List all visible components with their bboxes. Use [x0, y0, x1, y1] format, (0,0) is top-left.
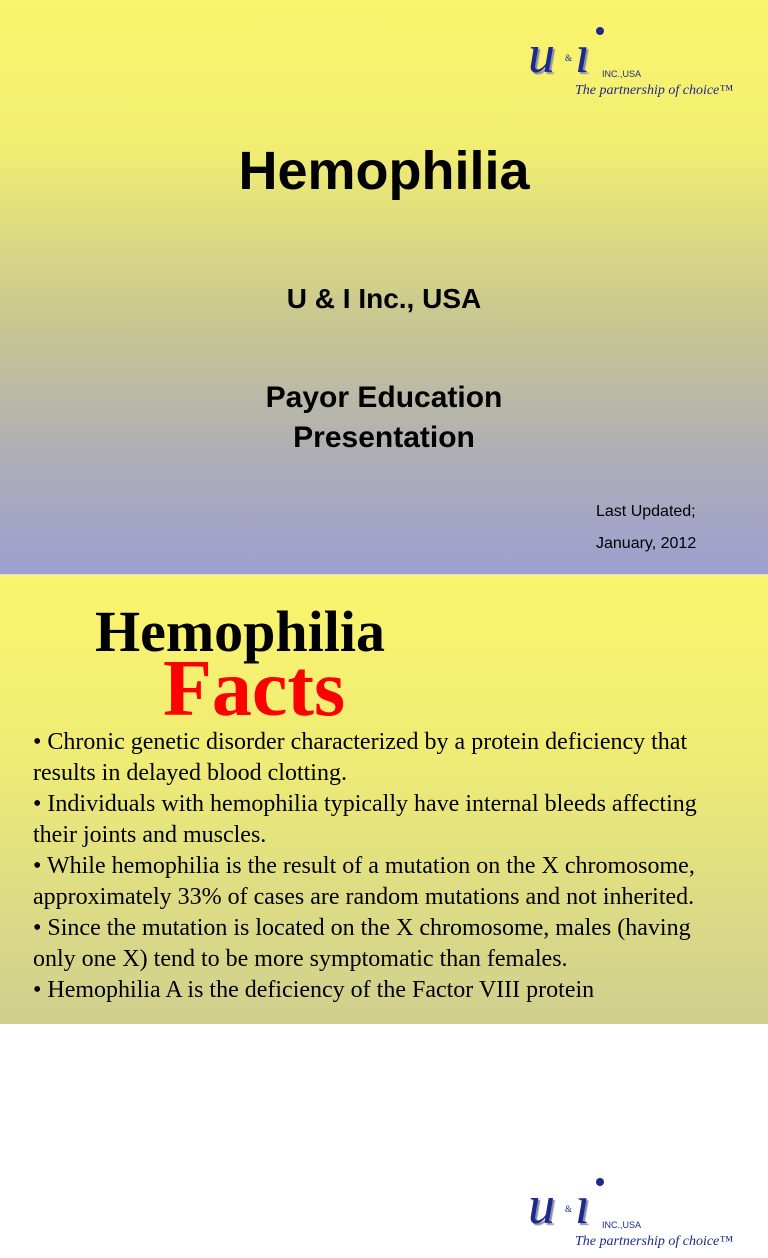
company-logo — [528, 1175, 748, 1258]
logo-inc-text: INC.,USA — [602, 1220, 642, 1230]
bullet-item: • Since the mutation is located on the X chromosome, males (having only one X) tend to be more symptomatic than females. — [33, 915, 691, 972]
last-updated-label: Last Updated; — [596, 503, 696, 520]
logo-dot-icon — [596, 1178, 604, 1186]
bullet-item: • Individuals with hemophilia typically have internal bleeds affecting their joints and muscles. — [33, 791, 697, 848]
logo-tagline: The partnership of choice™ — [575, 83, 733, 98]
logo-tagline: The partnership of choice™ — [575, 1234, 733, 1249]
logo-inc-text: INC.,USA — [602, 69, 642, 79]
last-updated-date: January, 2012 — [596, 535, 697, 552]
logo-letter-i: ı — [575, 1175, 591, 1235]
logo-letter-i: ı — [575, 24, 591, 84]
subtitle-line-1: Payor Education — [265, 381, 503, 414]
company-logo — [528, 24, 748, 107]
logo-letter-u: u — [528, 1175, 555, 1235]
slide-subtitle — [0, 378, 768, 458]
logo-ampersand: & — [565, 53, 573, 63]
facts-slide-accent-title: Facts — [163, 645, 346, 733]
slide-title: Hemophilia — [238, 141, 530, 201]
logo-dot-icon — [596, 27, 604, 35]
facts-bullet-list — [33, 727, 733, 1006]
bullet-item: • Hemophilia A is the deficiency of the Factor VIII protein — [33, 977, 595, 1003]
last-updated — [596, 496, 696, 560]
bullet-item: • While hemophilia is the result of a mutation on the X chromosome, approximately 33% of cases are random mutations and not inherited. — [33, 853, 695, 910]
company-name: U & I Inc., USA — [286, 283, 482, 314]
subtitle-line-2: Presentation — [293, 421, 475, 454]
logo-letter-u: u — [528, 24, 555, 84]
facts-slide — [0, 575, 768, 1249]
bullet-item: • Chronic genetic disorder characterized by a protein deficiency that results in delayed blood clotting. — [33, 729, 688, 786]
title-slide — [0, 0, 768, 575]
logo-ampersand: & — [565, 1204, 573, 1214]
facts-slide-title: Hemophilia — [95, 599, 386, 664]
